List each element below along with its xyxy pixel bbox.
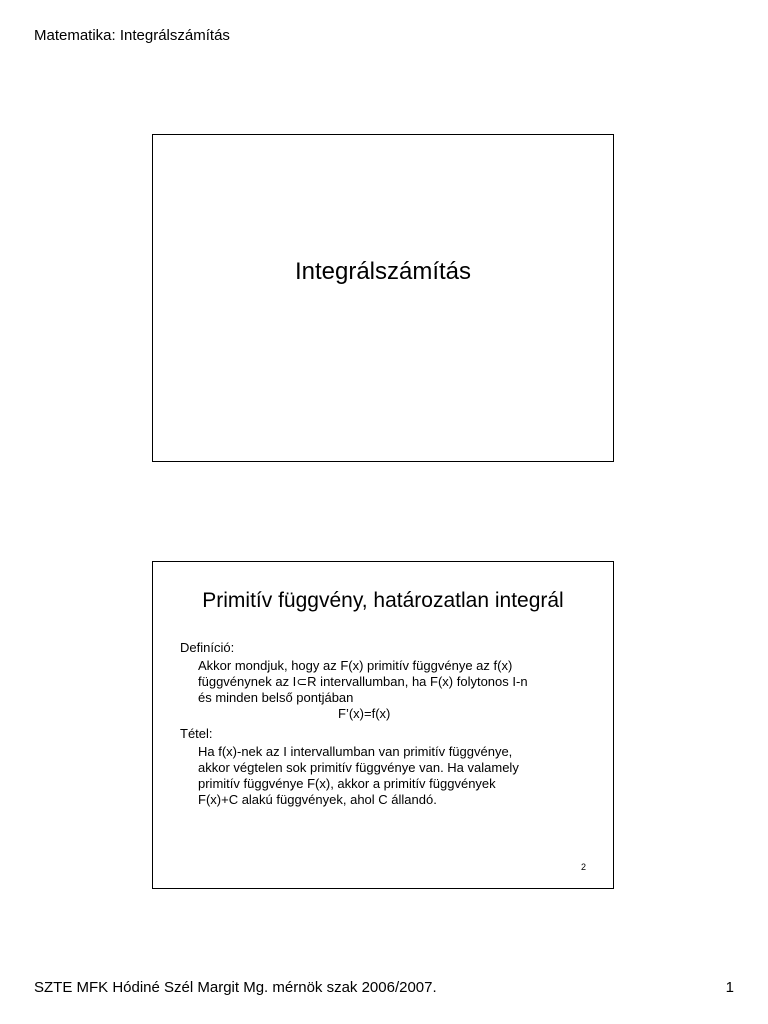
- slide-number: 2: [580, 862, 586, 872]
- theorem-line: primitív függvénye F(x), akkor a primitív függvények: [198, 776, 496, 791]
- page-header: Matematika: Integrálszámítás: [34, 27, 230, 44]
- definition-formula: F’(x)=f(x): [338, 706, 391, 721]
- definition-line: és minden belső pontjában: [198, 690, 354, 705]
- slide-2: [152, 561, 614, 889]
- page-number: 1: [725, 979, 734, 996]
- page-footer: SZTE MFK Hódiné Szél Margit Mg. mérnök szak 2006/2007.: [34, 979, 437, 996]
- theorem-line: Ha f(x)-nek az I intervallumban van primitív függvénye,: [198, 744, 513, 759]
- theorem-label: Tétel:: [180, 726, 213, 741]
- slide-2-body: [180, 640, 595, 812]
- slide-1-title: Integrálszámítás: [294, 258, 472, 285]
- theorem-text: [198, 744, 595, 808]
- definition-line: függvénynek az I⊂R intervallumban, ha F(x) folytonos I-n: [198, 674, 528, 689]
- theorem-line: akkor végtelen sok primitív függvénye van. Ha valamely: [198, 760, 519, 775]
- definition-line: Akkor mondjuk, hogy az F(x) primitív függvénye az f(x): [198, 658, 513, 673]
- slide-1: [152, 134, 614, 462]
- theorem-line: F(x)+C alakú függvények, ahol C állandó.: [198, 792, 437, 807]
- definition-text: [198, 658, 595, 722]
- slide-2-title: Primitív függvény, határozatlan integrál: [202, 589, 564, 612]
- definition-label: Definíció:: [180, 640, 235, 655]
